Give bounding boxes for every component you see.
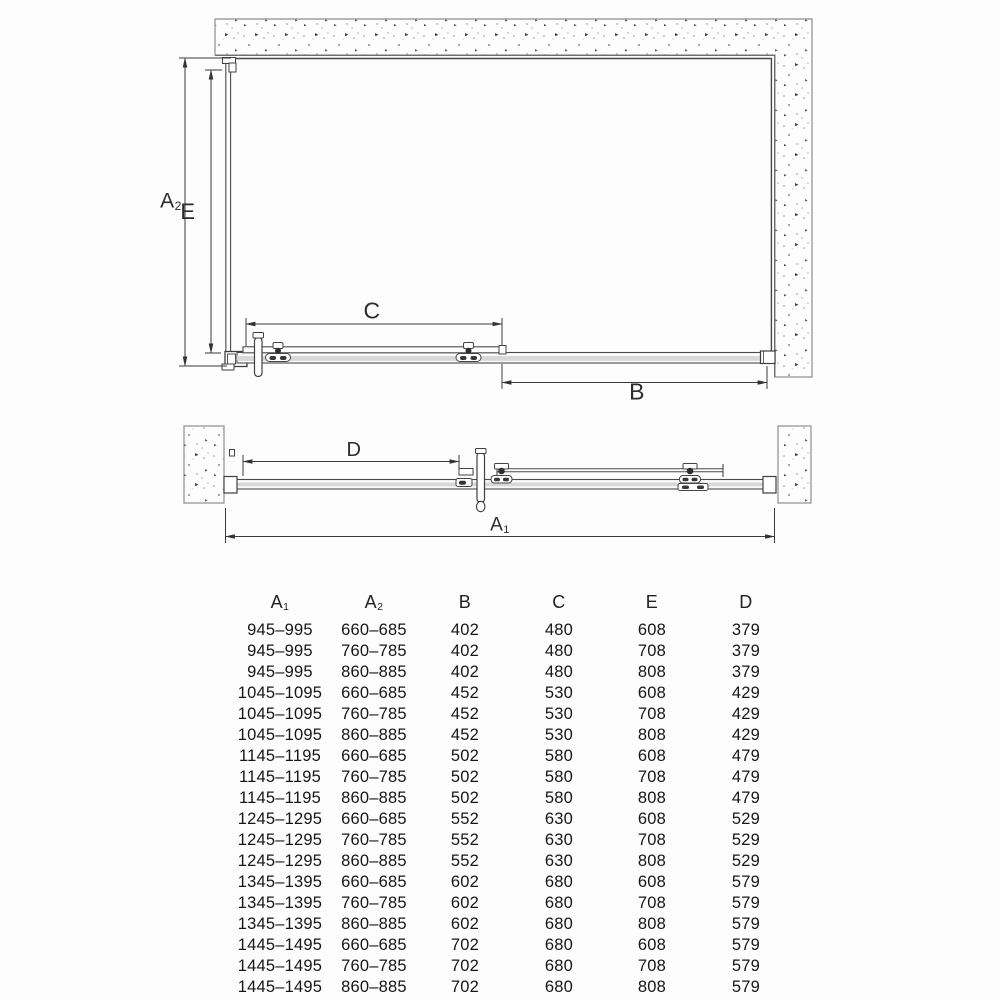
table-cell: 579 <box>731 936 761 954</box>
top-view-diagram <box>179 19 812 389</box>
table-row <box>230 704 794 725</box>
table-cell: 502 <box>450 768 480 786</box>
table-cell: 1245–1295 <box>237 852 323 870</box>
table-cell: 429 <box>731 684 761 702</box>
table-cell: 602 <box>450 873 480 891</box>
wall-inner-edge <box>215 56 775 378</box>
table-cell: 602 <box>450 894 480 912</box>
table-cell: 608 <box>637 747 667 765</box>
table-cell: 502 <box>450 747 480 765</box>
table-cell: 708 <box>637 705 667 723</box>
table-cell: 860–885 <box>341 915 407 933</box>
dim-label-d: D <box>346 439 362 461</box>
column-header-e: E <box>645 592 659 612</box>
table-cell: 402 <box>450 621 480 639</box>
table-row <box>230 662 794 683</box>
table-cell: 379 <box>731 663 761 681</box>
wall-section <box>778 426 811 503</box>
dim-label-a1: $A_1$ <box>490 514 510 536</box>
table-cell: 760–785 <box>341 705 407 723</box>
table-cell: 860–885 <box>341 663 407 681</box>
table-cell: 1045–1095 <box>237 726 323 744</box>
table-cell: 760–785 <box>341 957 407 975</box>
table-cell: 480 <box>544 663 574 681</box>
wall-profile-left <box>224 477 237 494</box>
table-cell: 1445–1495 <box>237 936 323 954</box>
table-cell: 808 <box>637 726 667 744</box>
table-cell: 660–685 <box>341 621 407 639</box>
table-cell: 808 <box>637 915 667 933</box>
table-cell: 945–995 <box>247 621 313 639</box>
table-cell: 680 <box>544 978 574 996</box>
door-roller <box>491 464 512 484</box>
table-row <box>230 872 794 893</box>
table-cell: 608 <box>637 936 667 954</box>
table-cell: 479 <box>731 768 761 786</box>
table-cell: 480 <box>544 642 574 660</box>
column-header-b: B <box>458 592 472 612</box>
table-cell: 1345–1395 <box>237 873 323 891</box>
table-cell: 580 <box>544 768 574 786</box>
wall-section <box>215 19 812 377</box>
side-glass-panel <box>226 58 231 363</box>
wall-bracket-right <box>761 351 776 364</box>
dim-label-b: B <box>629 378 645 405</box>
door-catch <box>456 479 472 487</box>
table-cell: 579 <box>731 978 761 996</box>
table-cell: 530 <box>544 726 574 744</box>
table-row <box>230 788 794 809</box>
table-cell: 429 <box>731 726 761 744</box>
table-cell: 660–685 <box>341 873 407 891</box>
table-cell: 708 <box>637 642 667 660</box>
table-cell: 479 <box>731 747 761 765</box>
table-cell: 1145–1195 <box>239 789 321 807</box>
table-cell: 680 <box>544 936 574 954</box>
door-handle <box>476 449 487 512</box>
table-row <box>230 746 794 767</box>
table-cell: 529 <box>731 810 761 828</box>
table-cell: 945–995 <box>247 642 313 660</box>
table-cell: 660–685 <box>341 810 407 828</box>
wall-profile-top <box>223 58 237 73</box>
wall-profile-right <box>763 477 776 494</box>
table-cell: 708 <box>637 768 667 786</box>
dim-label-e: E <box>180 199 196 224</box>
table-cell: 808 <box>637 789 667 807</box>
table-cell: 452 <box>450 705 480 723</box>
table-cell: 1045–1095 <box>237 705 323 723</box>
size-table-body <box>230 620 794 998</box>
profile-pin <box>230 450 235 457</box>
table-cell: 379 <box>731 621 761 639</box>
table-row <box>230 620 794 641</box>
table-cell: 608 <box>637 810 667 828</box>
table-cell: 702 <box>450 978 480 996</box>
table-cell: 579 <box>731 957 761 975</box>
table-cell: 680 <box>544 873 574 891</box>
table-cell: 708 <box>637 831 667 849</box>
table-cell: 860–885 <box>341 789 407 807</box>
door-handle <box>253 333 264 377</box>
table-cell: 1345–1395 <box>237 894 323 912</box>
table-cell: 808 <box>637 978 667 996</box>
door-end-cap <box>499 346 506 355</box>
table-cell: 630 <box>544 852 574 870</box>
table-cell: 945–995 <box>247 663 313 681</box>
table-cell: 630 <box>544 810 574 828</box>
table-cell: 529 <box>731 852 761 870</box>
table-cell: 860–885 <box>341 726 407 744</box>
dimension-e <box>205 70 222 353</box>
table-cell: 402 <box>450 642 480 660</box>
table-cell: 1245–1295 <box>237 831 323 849</box>
table-cell: 579 <box>731 894 761 912</box>
table-cell: 630 <box>544 831 574 849</box>
table-cell: 808 <box>637 663 667 681</box>
table-cell: 608 <box>637 873 667 891</box>
table-cell: 1045–1095 <box>237 684 323 702</box>
size-table <box>230 590 794 996</box>
table-cell: 660–685 <box>341 684 407 702</box>
table-cell: 660–685 <box>341 936 407 954</box>
table-cell: 1245–1295 <box>237 810 323 828</box>
table-cell: 760–785 <box>341 642 407 660</box>
table-row <box>230 977 794 998</box>
table-cell: 680 <box>544 915 574 933</box>
table-cell: 860–885 <box>341 978 407 996</box>
table-cell: 452 <box>450 684 480 702</box>
dim-label-a2: $A_2$ <box>160 189 182 214</box>
column-header-d: D <box>739 592 753 612</box>
table-row <box>230 830 794 851</box>
table-cell: 708 <box>637 957 667 975</box>
table-cell: 1145–1195 <box>239 768 321 786</box>
table-cell: 808 <box>637 852 667 870</box>
table-cell: 702 <box>450 936 480 954</box>
table-cell: 580 <box>544 747 574 765</box>
table-cell: 680 <box>544 957 574 975</box>
enclosure-outline <box>231 58 771 352</box>
table-cell: 760–785 <box>341 894 407 912</box>
table-cell: 660–685 <box>341 747 407 765</box>
table-row <box>230 767 794 788</box>
table-row <box>230 641 794 662</box>
column-header-a2: $A_2$ <box>364 592 384 614</box>
table-cell: 529 <box>731 831 761 849</box>
table-cell: 552 <box>450 831 480 849</box>
table-row <box>230 683 794 704</box>
table-cell: 1445–1495 <box>237 978 323 996</box>
table-cell: 452 <box>450 726 480 744</box>
column-header-c: C <box>552 592 566 612</box>
table-row <box>230 935 794 956</box>
table-cell: 760–785 <box>341 768 407 786</box>
table-row <box>230 956 794 977</box>
column-header-a1: $A_1$ <box>270 592 290 614</box>
table-cell: 530 <box>544 705 574 723</box>
table-cell: 1445–1495 <box>237 957 323 975</box>
table-cell: 579 <box>731 873 761 891</box>
table-cell: 479 <box>731 789 761 807</box>
table-cell: 1145–1195 <box>239 747 321 765</box>
table-cell: 552 <box>450 810 480 828</box>
table-cell: 480 <box>544 621 574 639</box>
table-cell: 602 <box>450 915 480 933</box>
door-catch <box>678 484 708 491</box>
table-cell: 760–785 <box>341 831 407 849</box>
dim-label-c: C <box>363 297 381 324</box>
table-cell: 860–885 <box>341 852 407 870</box>
table-cell: 580 <box>544 789 574 807</box>
table-cell: 708 <box>637 894 667 912</box>
table-cell: 530 <box>544 684 574 702</box>
table-cell: 379 <box>731 642 761 660</box>
table-row <box>230 914 794 935</box>
table-row <box>230 809 794 830</box>
table-cell: 502 <box>450 789 480 807</box>
table-row <box>230 725 794 746</box>
table-cell: 402 <box>450 663 480 681</box>
table-row <box>230 851 794 872</box>
size-table-header <box>230 590 794 614</box>
table-cell: 608 <box>637 684 667 702</box>
table-cell: 429 <box>731 705 761 723</box>
wall-section <box>184 426 224 503</box>
table-cell: 702 <box>450 957 480 975</box>
table-cell: 680 <box>544 894 574 912</box>
door-roller <box>680 464 701 484</box>
door-corner-bracket <box>459 469 473 476</box>
table-cell: 608 <box>637 621 667 639</box>
table-row <box>230 893 794 914</box>
table-cell: 552 <box>450 852 480 870</box>
table-cell: 1345–1395 <box>237 915 323 933</box>
table-cell: 579 <box>731 915 761 933</box>
